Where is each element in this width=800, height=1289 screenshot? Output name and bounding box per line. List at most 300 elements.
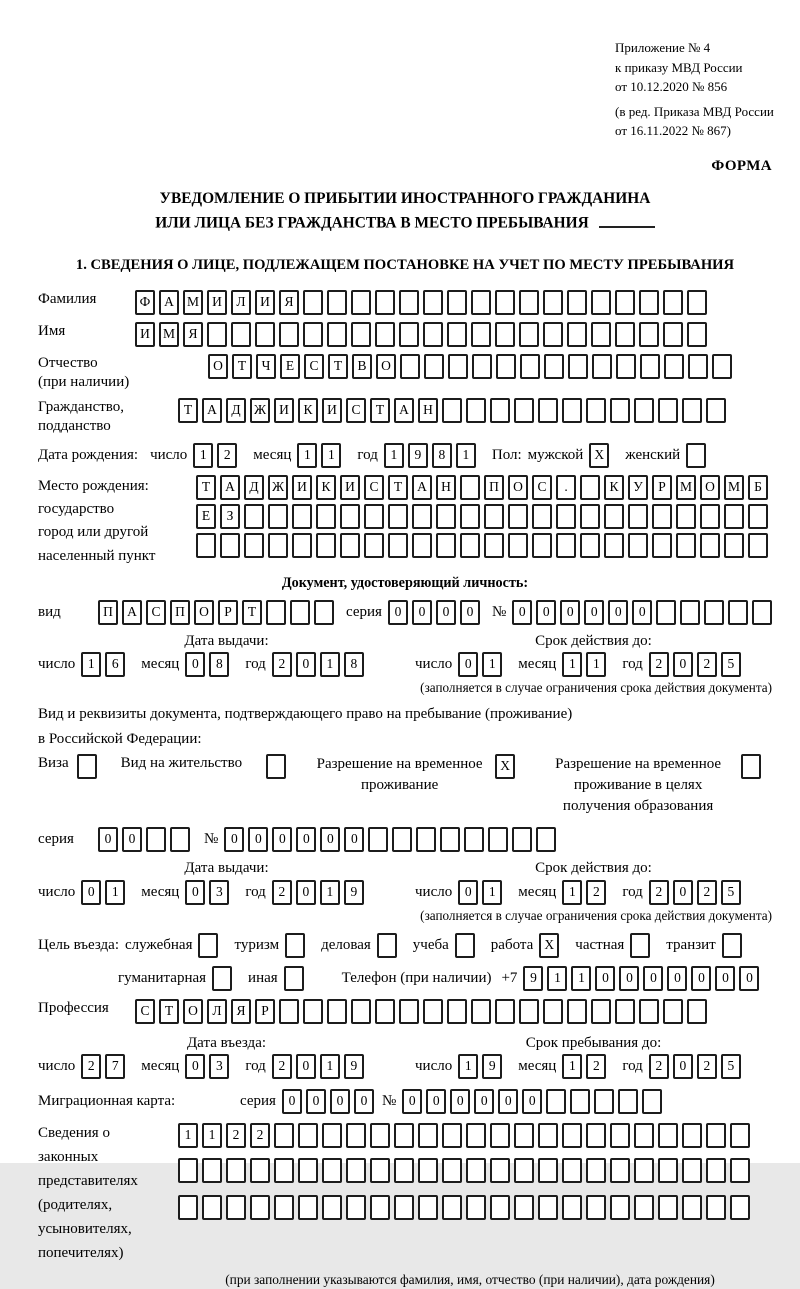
char-cell[interactable]	[447, 999, 467, 1024]
char-cell[interactable]	[562, 1195, 582, 1220]
char-cell[interactable]: 0	[450, 1089, 470, 1114]
char-cell[interactable]: 1	[105, 880, 125, 905]
char-cell[interactable]	[77, 754, 97, 779]
char-cell[interactable]: 0	[498, 1089, 518, 1114]
char-cell[interactable]: 1	[482, 880, 502, 905]
char-cell[interactable]: 2	[586, 880, 606, 905]
char-cell[interactable]: 0	[296, 880, 316, 905]
char-cell[interactable]: М	[724, 475, 744, 500]
char-cell[interactable]	[508, 504, 528, 529]
char-cell[interactable]	[741, 754, 761, 779]
char-cell[interactable]: Н	[436, 475, 456, 500]
char-cell[interactable]: М	[676, 475, 696, 500]
char-cell[interactable]: О	[194, 600, 214, 625]
char-cell[interactable]: Т	[242, 600, 262, 625]
char-cell[interactable]: Е	[196, 504, 216, 529]
char-cell[interactable]: 2	[649, 1054, 669, 1079]
char-cell[interactable]	[591, 290, 611, 315]
char-cell[interactable]	[639, 999, 659, 1024]
char-cell[interactable]	[220, 533, 240, 558]
char-cell[interactable]: 8	[432, 443, 452, 468]
char-cell[interactable]: О	[376, 354, 396, 379]
char-cell[interactable]	[231, 322, 251, 347]
char-cell[interactable]: О	[208, 354, 228, 379]
char-cell[interactable]: Р	[652, 475, 672, 500]
char-cell[interactable]: А	[159, 290, 179, 315]
char-cell[interactable]: Т	[370, 398, 390, 423]
char-cell[interactable]: 1	[571, 966, 591, 991]
char-cell[interactable]	[656, 600, 676, 625]
char-cell[interactable]	[303, 290, 323, 315]
char-cell[interactable]	[196, 533, 216, 558]
char-cell[interactable]: 1	[547, 966, 567, 991]
char-cell[interactable]	[418, 1195, 438, 1220]
char-cell[interactable]: Р	[218, 600, 238, 625]
char-cell[interactable]	[274, 1195, 294, 1220]
char-cell[interactable]: 0	[595, 966, 615, 991]
char-cell[interactable]: 0	[388, 600, 408, 625]
char-cell[interactable]: 0	[619, 966, 639, 991]
char-cell[interactable]: Т	[159, 999, 179, 1024]
char-cell[interactable]	[268, 504, 288, 529]
char-cell[interactable]	[303, 322, 323, 347]
char-cell[interactable]: Ж	[250, 398, 270, 423]
char-cell[interactable]: 9	[523, 966, 543, 991]
char-cell[interactable]	[368, 827, 388, 852]
char-cell[interactable]: А	[220, 475, 240, 500]
char-cell[interactable]	[748, 504, 768, 529]
char-cell[interactable]	[543, 290, 563, 315]
char-cell[interactable]	[544, 354, 564, 379]
char-cell[interactable]: 1	[586, 652, 606, 677]
char-cell[interactable]	[706, 1123, 726, 1148]
char-cell[interactable]	[663, 999, 683, 1024]
char-cell[interactable]	[730, 1158, 750, 1183]
char-cell[interactable]: С	[346, 398, 366, 423]
char-cell[interactable]	[652, 533, 672, 558]
char-cell[interactable]	[418, 1123, 438, 1148]
char-cell[interactable]: У	[628, 475, 648, 500]
char-cell[interactable]	[346, 1195, 366, 1220]
char-cell[interactable]	[682, 1123, 702, 1148]
char-cell[interactable]	[488, 827, 508, 852]
char-cell[interactable]: 1	[384, 443, 404, 468]
char-cell[interactable]: А	[202, 398, 222, 423]
char-cell[interactable]	[490, 1158, 510, 1183]
char-cell[interactable]: 0	[412, 600, 432, 625]
char-cell[interactable]: 9	[408, 443, 428, 468]
char-cell[interactable]	[364, 533, 384, 558]
char-cell[interactable]: 0	[354, 1089, 374, 1114]
char-cell[interactable]: Б	[748, 475, 768, 500]
char-cell[interactable]: 0	[458, 880, 478, 905]
char-cell[interactable]: С	[532, 475, 552, 500]
char-cell[interactable]	[266, 600, 286, 625]
char-cell[interactable]: 9	[344, 1054, 364, 1079]
char-cell[interactable]: И	[292, 475, 312, 500]
char-cell[interactable]: .	[556, 475, 576, 500]
char-cell[interactable]	[375, 322, 395, 347]
char-cell[interactable]: 1	[562, 652, 582, 677]
char-cell[interactable]	[538, 1195, 558, 1220]
char-cell[interactable]: Т	[232, 354, 252, 379]
char-cell[interactable]: Т	[388, 475, 408, 500]
char-cell[interactable]: П	[484, 475, 504, 500]
char-cell[interactable]: Е	[280, 354, 300, 379]
char-cell[interactable]	[340, 504, 360, 529]
char-cell[interactable]	[628, 504, 648, 529]
char-cell[interactable]: 1	[320, 1054, 340, 1079]
char-cell[interactable]: 3	[209, 880, 229, 905]
char-cell[interactable]	[676, 504, 696, 529]
char-cell[interactable]	[322, 1195, 342, 1220]
char-cell[interactable]: 2	[649, 880, 669, 905]
char-cell[interactable]: С	[135, 999, 155, 1024]
char-cell[interactable]	[687, 322, 707, 347]
char-cell[interactable]: 0	[320, 827, 340, 852]
char-cell[interactable]	[436, 504, 456, 529]
char-cell[interactable]: 1	[458, 1054, 478, 1079]
char-cell[interactable]	[570, 1089, 590, 1114]
char-cell[interactable]: О	[700, 475, 720, 500]
char-cell[interactable]	[680, 600, 700, 625]
char-cell[interactable]: 0	[460, 600, 480, 625]
char-cell[interactable]	[399, 290, 419, 315]
char-cell[interactable]	[442, 398, 462, 423]
char-cell[interactable]	[610, 1195, 630, 1220]
char-cell[interactable]	[592, 354, 612, 379]
char-cell[interactable]	[748, 533, 768, 558]
char-cell[interactable]: И	[207, 290, 227, 315]
char-cell[interactable]	[377, 933, 397, 958]
char-cell[interactable]: 9	[482, 1054, 502, 1079]
char-cell[interactable]	[586, 1123, 606, 1148]
char-cell[interactable]	[514, 1195, 534, 1220]
char-cell[interactable]	[543, 999, 563, 1024]
char-cell[interactable]	[471, 322, 491, 347]
char-cell[interactable]	[495, 999, 515, 1024]
char-cell[interactable]	[460, 504, 480, 529]
char-cell[interactable]	[490, 398, 510, 423]
char-cell[interactable]	[472, 354, 492, 379]
char-cell[interactable]	[615, 290, 635, 315]
char-cell[interactable]: 5	[721, 880, 741, 905]
char-cell[interactable]	[724, 504, 744, 529]
char-cell[interactable]	[327, 290, 347, 315]
char-cell[interactable]: К	[604, 475, 624, 500]
char-cell[interactable]: 3	[209, 1054, 229, 1079]
char-cell[interactable]: И	[340, 475, 360, 500]
char-cell[interactable]: Л	[231, 290, 251, 315]
char-cell[interactable]: Д	[244, 475, 264, 500]
char-cell[interactable]: 0	[560, 600, 580, 625]
char-cell[interactable]	[514, 1123, 534, 1148]
char-cell[interactable]	[639, 290, 659, 315]
char-cell[interactable]: 2	[272, 880, 292, 905]
char-cell[interactable]	[543, 322, 563, 347]
char-cell[interactable]: Л	[207, 999, 227, 1024]
char-cell[interactable]	[399, 322, 419, 347]
char-cell[interactable]: 1	[320, 880, 340, 905]
char-cell[interactable]	[351, 999, 371, 1024]
char-cell[interactable]	[447, 322, 467, 347]
char-cell[interactable]	[640, 354, 660, 379]
char-cell[interactable]	[556, 504, 576, 529]
char-cell[interactable]	[580, 533, 600, 558]
char-cell[interactable]	[562, 1158, 582, 1183]
char-cell[interactable]: 0	[296, 1054, 316, 1079]
char-cell[interactable]	[682, 1195, 702, 1220]
char-cell[interactable]	[266, 754, 286, 779]
char-cell[interactable]: 2	[649, 652, 669, 677]
char-cell[interactable]	[364, 504, 384, 529]
char-cell[interactable]	[423, 290, 443, 315]
char-cell[interactable]	[412, 533, 432, 558]
char-cell[interactable]	[634, 1158, 654, 1183]
char-cell[interactable]	[562, 398, 582, 423]
char-cell[interactable]: 0	[272, 827, 292, 852]
char-cell[interactable]	[351, 290, 371, 315]
char-cell[interactable]: 2	[272, 652, 292, 677]
char-cell[interactable]	[370, 1158, 390, 1183]
char-cell[interactable]	[730, 1195, 750, 1220]
char-cell[interactable]: 0	[667, 966, 687, 991]
char-cell[interactable]	[618, 1089, 638, 1114]
char-cell[interactable]	[586, 1195, 606, 1220]
char-cell[interactable]	[495, 290, 515, 315]
char-cell[interactable]: Ф	[135, 290, 155, 315]
char-cell[interactable]	[290, 600, 310, 625]
char-cell[interactable]	[591, 322, 611, 347]
char-cell[interactable]: О	[183, 999, 203, 1024]
char-cell[interactable]	[532, 533, 552, 558]
char-cell[interactable]: К	[316, 475, 336, 500]
char-cell[interactable]: 0	[81, 880, 101, 905]
char-cell[interactable]: 0	[474, 1089, 494, 1114]
char-cell[interactable]: 2	[697, 1054, 717, 1079]
char-cell[interactable]	[610, 1123, 630, 1148]
char-cell[interactable]	[562, 1123, 582, 1148]
char-cell[interactable]: 1	[321, 443, 341, 468]
char-cell[interactable]: 2	[250, 1123, 270, 1148]
char-cell[interactable]: 0	[402, 1089, 422, 1114]
char-cell[interactable]	[298, 1158, 318, 1183]
char-cell[interactable]	[423, 322, 443, 347]
char-cell[interactable]: 0	[691, 966, 711, 991]
char-cell[interactable]	[642, 1089, 662, 1114]
char-cell[interactable]	[630, 933, 650, 958]
char-cell[interactable]: И	[255, 290, 275, 315]
char-cell[interactable]	[292, 504, 312, 529]
char-cell[interactable]	[226, 1195, 246, 1220]
char-cell[interactable]	[658, 1123, 678, 1148]
char-cell[interactable]: 2	[272, 1054, 292, 1079]
char-cell[interactable]	[303, 999, 323, 1024]
char-cell[interactable]	[567, 290, 587, 315]
char-cell[interactable]	[423, 999, 443, 1024]
char-cell[interactable]: 0	[224, 827, 244, 852]
char-cell[interactable]	[536, 827, 556, 852]
char-cell[interactable]	[628, 533, 648, 558]
char-cell[interactable]	[442, 1123, 462, 1148]
char-cell[interactable]	[514, 1158, 534, 1183]
char-cell[interactable]	[178, 1195, 198, 1220]
char-cell[interactable]	[255, 322, 275, 347]
char-cell[interactable]	[322, 1123, 342, 1148]
char-cell[interactable]: И	[135, 322, 155, 347]
char-cell[interactable]: 2	[226, 1123, 246, 1148]
char-cell[interactable]	[346, 1123, 366, 1148]
char-cell[interactable]	[436, 533, 456, 558]
char-cell[interactable]	[634, 398, 654, 423]
char-cell[interactable]	[706, 1195, 726, 1220]
char-cell[interactable]	[567, 999, 587, 1024]
char-cell[interactable]	[268, 533, 288, 558]
char-cell[interactable]	[466, 398, 486, 423]
char-cell[interactable]	[519, 290, 539, 315]
char-cell[interactable]: 1	[562, 880, 582, 905]
char-cell[interactable]	[440, 827, 460, 852]
char-cell[interactable]	[519, 999, 539, 1024]
char-cell[interactable]	[316, 533, 336, 558]
char-cell[interactable]	[686, 443, 706, 468]
char-cell[interactable]	[687, 290, 707, 315]
char-cell[interactable]	[490, 1195, 510, 1220]
char-cell[interactable]	[285, 933, 305, 958]
char-cell[interactable]: З	[220, 504, 240, 529]
char-cell[interactable]	[700, 533, 720, 558]
char-cell[interactable]: 0	[248, 827, 268, 852]
char-cell[interactable]: 1	[193, 443, 213, 468]
char-cell[interactable]	[394, 1158, 414, 1183]
char-cell[interactable]	[700, 504, 720, 529]
char-cell[interactable]: К	[298, 398, 318, 423]
char-cell[interactable]: 2	[81, 1054, 101, 1079]
char-cell[interactable]: Н	[418, 398, 438, 423]
char-cell[interactable]: X	[539, 933, 559, 958]
char-cell[interactable]	[298, 1195, 318, 1220]
char-cell[interactable]	[394, 1195, 414, 1220]
char-cell[interactable]	[279, 322, 299, 347]
char-cell[interactable]: 0	[643, 966, 663, 991]
char-cell[interactable]	[202, 1158, 222, 1183]
char-cell[interactable]	[466, 1123, 486, 1148]
char-cell[interactable]: X	[589, 443, 609, 468]
char-cell[interactable]	[663, 290, 683, 315]
char-cell[interactable]: 9	[344, 880, 364, 905]
char-cell[interactable]	[375, 999, 395, 1024]
char-cell[interactable]	[455, 933, 475, 958]
char-cell[interactable]	[604, 533, 624, 558]
char-cell[interactable]: 1	[320, 652, 340, 677]
char-cell[interactable]	[512, 827, 532, 852]
char-cell[interactable]	[664, 354, 684, 379]
char-cell[interactable]	[464, 827, 484, 852]
char-cell[interactable]: 5	[721, 652, 741, 677]
char-cell[interactable]	[322, 1158, 342, 1183]
char-cell[interactable]	[244, 504, 264, 529]
char-cell[interactable]	[244, 533, 264, 558]
char-cell[interactable]: 0	[122, 827, 142, 852]
char-cell[interactable]	[388, 504, 408, 529]
char-cell[interactable]	[471, 999, 491, 1024]
char-cell[interactable]	[327, 322, 347, 347]
char-cell[interactable]	[682, 398, 702, 423]
char-cell[interactable]: С	[146, 600, 166, 625]
char-cell[interactable]: И	[274, 398, 294, 423]
char-cell[interactable]	[274, 1123, 294, 1148]
char-cell[interactable]: 2	[586, 1054, 606, 1079]
char-cell[interactable]	[728, 600, 748, 625]
char-cell[interactable]: С	[364, 475, 384, 500]
char-cell[interactable]: 0	[282, 1089, 302, 1114]
char-cell[interactable]: Ч	[256, 354, 276, 379]
char-cell[interactable]	[292, 533, 312, 558]
char-cell[interactable]: 0	[512, 600, 532, 625]
char-cell[interactable]	[706, 398, 726, 423]
char-cell[interactable]	[724, 533, 744, 558]
char-cell[interactable]: 1	[81, 652, 101, 677]
char-cell[interactable]	[639, 322, 659, 347]
char-cell[interactable]: 0	[185, 652, 205, 677]
char-cell[interactable]	[250, 1158, 270, 1183]
char-cell[interactable]	[658, 398, 678, 423]
char-cell[interactable]	[484, 533, 504, 558]
char-cell[interactable]: А	[394, 398, 414, 423]
char-cell[interactable]	[556, 533, 576, 558]
char-cell[interactable]	[466, 1195, 486, 1220]
char-cell[interactable]: 0	[673, 652, 693, 677]
char-cell[interactable]: 0	[185, 1054, 205, 1079]
char-cell[interactable]: 1	[178, 1123, 198, 1148]
char-cell[interactable]	[616, 354, 636, 379]
char-cell[interactable]: 0	[608, 600, 628, 625]
char-cell[interactable]	[370, 1123, 390, 1148]
char-cell[interactable]	[388, 533, 408, 558]
char-cell[interactable]	[580, 504, 600, 529]
char-cell[interactable]: 1	[562, 1054, 582, 1079]
char-cell[interactable]: 0	[536, 600, 556, 625]
char-cell[interactable]	[448, 354, 468, 379]
char-cell[interactable]	[508, 533, 528, 558]
char-cell[interactable]	[538, 1123, 558, 1148]
char-cell[interactable]	[663, 322, 683, 347]
char-cell[interactable]	[634, 1195, 654, 1220]
char-cell[interactable]: А	[122, 600, 142, 625]
char-cell[interactable]: 0	[296, 652, 316, 677]
char-cell[interactable]: С	[304, 354, 324, 379]
char-cell[interactable]: М	[183, 290, 203, 315]
char-cell[interactable]: 7	[105, 1054, 125, 1079]
char-cell[interactable]: 8	[209, 652, 229, 677]
char-cell[interactable]	[532, 504, 552, 529]
char-cell[interactable]: 0	[458, 652, 478, 677]
char-cell[interactable]: А	[412, 475, 432, 500]
char-cell[interactable]	[370, 1195, 390, 1220]
char-cell[interactable]: 1	[297, 443, 317, 468]
char-cell[interactable]	[519, 322, 539, 347]
char-cell[interactable]	[298, 1123, 318, 1148]
char-cell[interactable]	[658, 1158, 678, 1183]
char-cell[interactable]	[546, 1089, 566, 1114]
char-cell[interactable]	[471, 290, 491, 315]
char-cell[interactable]: 6	[105, 652, 125, 677]
char-cell[interactable]: Я	[231, 999, 251, 1024]
char-cell[interactable]: Я	[279, 290, 299, 315]
char-cell[interactable]	[226, 1158, 246, 1183]
char-cell[interactable]	[284, 966, 304, 991]
char-cell[interactable]: Д	[226, 398, 246, 423]
